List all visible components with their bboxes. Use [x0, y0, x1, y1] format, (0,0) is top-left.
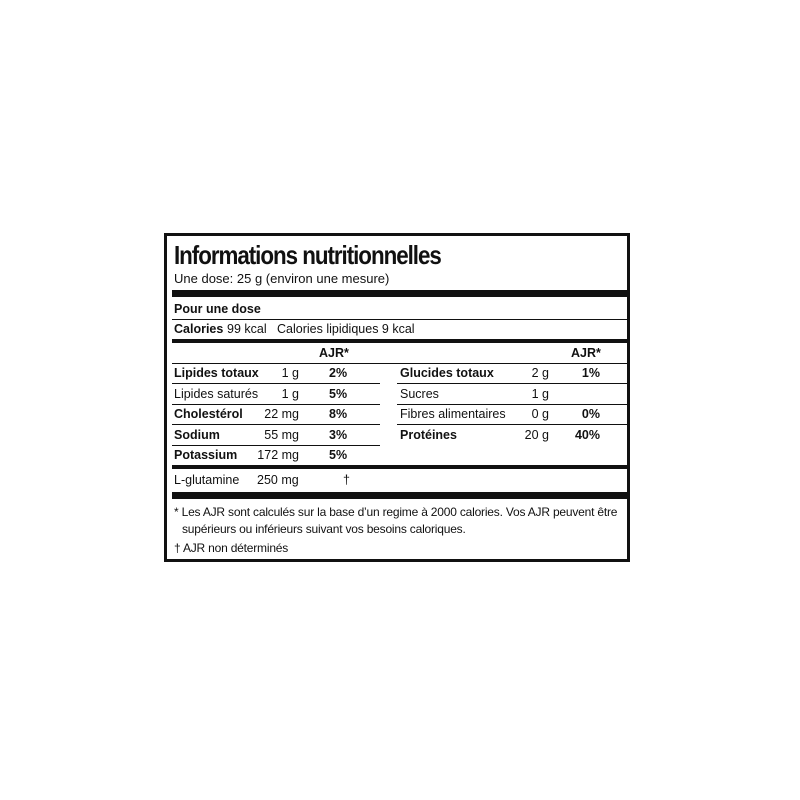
calories-value: 99 kcal — [227, 322, 267, 336]
divider-thick — [172, 290, 628, 297]
nutrient-amount: 1 g — [281, 387, 299, 401]
row-divider — [172, 424, 380, 425]
footnote-ajr-line2: supérieurs ou inférieurs suivant vos besoins caloriques. — [182, 522, 466, 536]
fat-calories: Calories lipidiques 9 kcal — [277, 322, 415, 336]
row-divider — [172, 383, 380, 384]
nutrient-amount: 1 g — [531, 387, 549, 401]
divider-thick — [172, 492, 628, 499]
per-serving-heading: Pour une dose — [174, 302, 261, 316]
extra-nutrient-amount: 250 mg — [257, 473, 299, 487]
nutrient-dv: 8% — [329, 407, 348, 421]
nutrient-dv: 5% — [329, 387, 348, 401]
nutrient-dv: 40% — [574, 428, 600, 442]
divider-thin — [172, 363, 628, 364]
footnote-dagger: † AJR non déterminés — [174, 541, 289, 555]
extra-nutrient-name: L-glutamine — [174, 473, 240, 487]
divider-medium — [172, 339, 628, 343]
nutrient-name: Sodium — [174, 428, 220, 442]
nutrient-amount: 22 mg — [264, 407, 299, 421]
nutrient-dv: 1% — [581, 366, 600, 380]
row-divider — [172, 445, 380, 446]
nutrient-amount: 0 g — [531, 407, 549, 421]
nutrient-dv: 2% — [329, 366, 348, 380]
nutrient-amount: 172 mg — [257, 448, 299, 462]
nutrient-name: Protéines — [400, 428, 457, 442]
nutrient-amount: 20 g — [524, 428, 549, 442]
divider-thin — [172, 319, 628, 320]
ajr-header-right: AJR* — [571, 346, 601, 360]
nutrient-name: Lipides saturés — [174, 387, 259, 401]
nutrient-name: Lipides totaux — [174, 366, 259, 380]
nutrient-amount: 55 mg — [264, 428, 299, 442]
nutrient-name: Fibres alimentaires — [400, 407, 506, 421]
row-divider — [397, 404, 628, 405]
footnote-ajr-line1: * Les AJR sont calculés sur la base d’un regime à 2000 calories. Vos AJR peuvent être — [174, 505, 618, 519]
nutrient-name: Cholestérol — [174, 407, 243, 421]
calories-label: Calories — [174, 322, 224, 336]
row-divider — [172, 404, 380, 405]
nutrient-dv: 5% — [329, 448, 348, 462]
nutrient-name: Potassium — [174, 448, 238, 462]
nutrition-facts-label — [164, 233, 630, 562]
divider-medium — [172, 465, 628, 469]
label-title: Informations nutritionnelles — [174, 240, 441, 270]
nutrient-name: Glucides totaux — [400, 366, 494, 380]
extra-nutrient-dv: † — [343, 473, 350, 487]
nutrient-name: Sucres — [400, 387, 439, 401]
nutrient-dv: 3% — [329, 428, 348, 442]
nutrient-dv: 0% — [581, 407, 600, 421]
nutrient-amount: 1 g — [281, 366, 299, 380]
row-divider — [397, 383, 628, 384]
ajr-header-left: AJR* — [319, 346, 349, 360]
row-divider — [397, 424, 628, 425]
serving-size: Une dose: 25 g (environ une mesure) — [174, 271, 390, 286]
nutrient-amount: 2 g — [531, 366, 549, 380]
